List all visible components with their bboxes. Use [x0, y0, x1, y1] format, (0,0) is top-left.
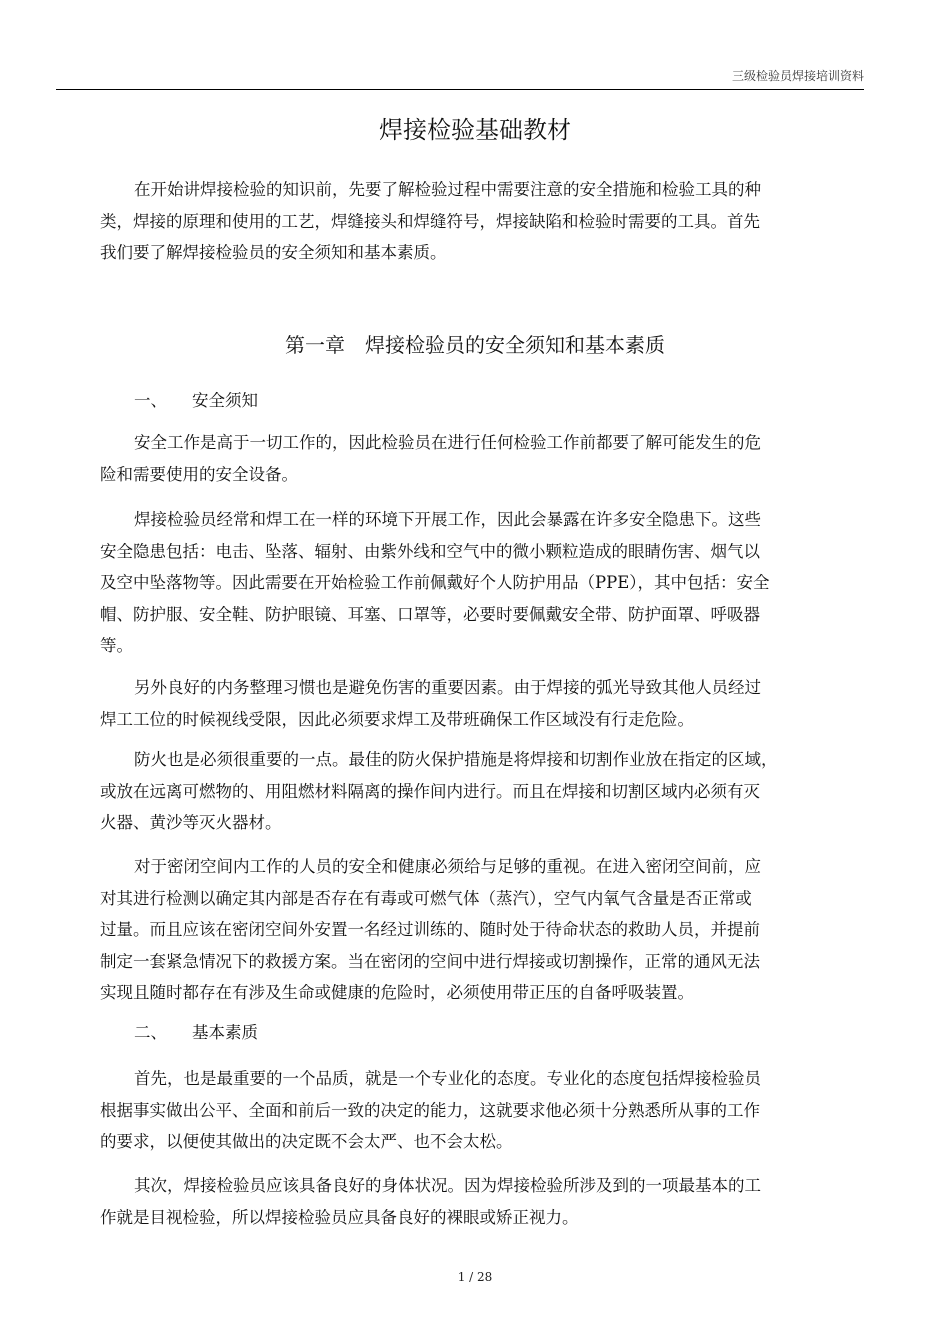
- paragraph-line: 等。: [100, 636, 133, 656]
- section-number: 二、: [134, 1023, 167, 1042]
- paragraph-line: 首先，也是最重要的一个品质，就是一个专业化的态度。专业化的态度包括焊接检验员: [134, 1069, 761, 1088]
- paragraph-line: 安全工作是高于一切工作的，因此检验员在进行任何检验工作前都要了解可能发生的危: [134, 433, 761, 452]
- paragraph-confined-space: [100, 851, 862, 1009]
- paragraph-line: 实现且随时都存在有涉及生命或健康的危险时，必须使用带正压的自备呼吸装置。: [100, 983, 694, 1003]
- paragraph-professional-attitude: [100, 1063, 862, 1158]
- paragraph-line: 类，焊接的原理和使用的工艺，焊缝接头和焊缝符号，焊接缺陷和检验时需要的工具。首先: [100, 211, 760, 231]
- paragraph-line: 火器、黄沙等灭火器材。: [100, 813, 282, 833]
- paragraph-line: 在开始讲焊接检验的知识前，先要了解检验过程中需要注意的安全措施和检验工具的种: [134, 180, 761, 199]
- paragraph-line: 焊接检验员经常和焊工在一样的环境下开展工作，因此会暴露在许多安全隐患下。这些: [134, 510, 761, 529]
- paragraph-fire-prevention: [100, 744, 862, 839]
- paragraph-hazards-ppe: [100, 504, 862, 662]
- paragraph-physical-condition: [100, 1170, 862, 1233]
- paragraph-line: 过量。而且应该在密闭空间外安置一名经过训练的、随时处于待命状态的救助人员，并提前: [100, 920, 760, 940]
- paragraph-line: 防火也是必须很重要的一点。最佳的防火保护措施是将焊接和切割作业放在指定的区域，: [134, 750, 778, 769]
- paragraph-line: 另外良好的内务整理习惯也是避免伤害的重要因素。由于焊接的弧光导致其他人员经过: [134, 678, 761, 697]
- paragraph-line: 制定一套紧急情况下的救援方案。当在密闭的空间中进行焊接或切割操作，正常的通风无法: [100, 951, 760, 971]
- paragraph-safety-priority: [100, 427, 862, 490]
- intro-paragraph: [100, 174, 862, 269]
- section-heading-qualities: [134, 1021, 258, 1045]
- paragraph-line: 其次，焊接检验员应该具备良好的身体状况。因为焊接检验所涉及到的一项最基本的工: [134, 1176, 761, 1195]
- paragraph-line: 焊工工位的时候视线受限，因此必须要求焊工及带班确保工作区域没有行走危险。: [100, 709, 694, 729]
- section-title: 安全须知: [192, 391, 258, 410]
- paragraph-line: 安全隐患包括：电击、坠落、辐射、由紫外线和空气中的微小颗粒造成的眼睛伤害、烟气以: [100, 541, 760, 561]
- page-number: 1 / 28: [457, 1270, 493, 1284]
- paragraph-line: 及空中坠落物等。因此需要在开始检验工作前佩戴好个人防护用品（PPE），其中包括：安全: [100, 573, 770, 593]
- paragraph-line: 的要求，以便使其做出的决定既不会太严、也不会太松。: [100, 1132, 513, 1152]
- section-heading-safety: [134, 389, 258, 413]
- paragraph-line: 我们要了解焊接检验员的安全须知和基本素质。: [100, 243, 447, 263]
- paragraph-line: 对于密闭空间内工作的人员的安全和健康必须给与足够的重视。在进入密闭空间前，应: [134, 857, 761, 876]
- section-title: 基本素质: [192, 1023, 258, 1042]
- header-divider: [56, 89, 864, 90]
- paragraph-line: 对其进行检测以确定其内部是否存在有毒或可燃气体（蒸汽），空气内氧气含量是否正常或: [100, 888, 752, 908]
- running-header: 三级检验员焊接培训资料: [731, 69, 864, 83]
- document-title: 焊接检验基础教材: [379, 116, 571, 144]
- paragraph-line: 帽、防护服、安全鞋、防护眼镜、耳塞、口罩等，必要时要佩戴安全带、防护面罩、呼吸器: [100, 604, 760, 624]
- paragraph-line: 险和需要使用的安全设备。: [100, 464, 298, 484]
- paragraph-line: 根据事实做出公平、全面和前后一致的决定的能力，这就要求他必须十分熟悉所从事的工作: [100, 1100, 760, 1120]
- chapter-heading: 第一章 焊接检验员的安全须知和基本素质: [285, 333, 665, 357]
- section-number: 一、: [134, 391, 167, 410]
- paragraph-line: 或放在远离可燃物的、用阻燃材料隔离的操作间内进行。而且在焊接和切割区域内必须有灭: [100, 781, 760, 801]
- paragraph-housekeeping: [100, 672, 862, 735]
- paragraph-line: 作就是目视检验，所以焊接检验员应具备良好的裸眼或矫正视力。: [100, 1207, 579, 1227]
